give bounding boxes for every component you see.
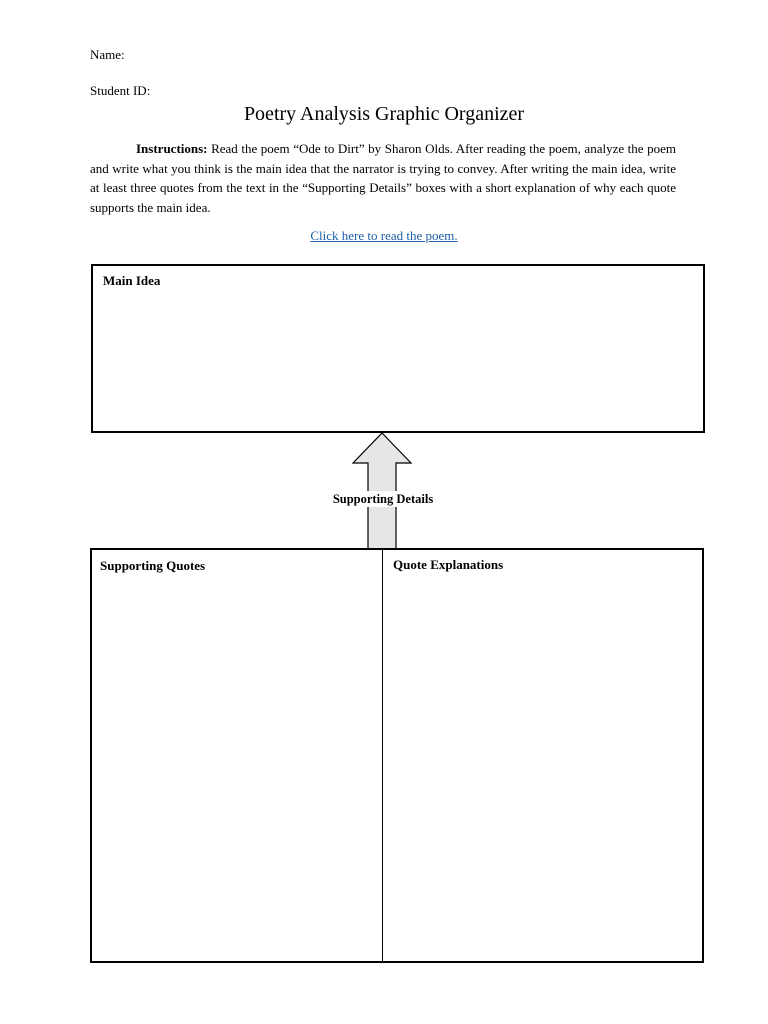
quote-explanations-label: Quote Explanations [393,557,504,572]
student-id-label: Student ID: [90,83,151,98]
main-idea-box[interactable] [91,264,705,433]
page-title: Poetry Analysis Graphic Organizer [243,103,525,125]
instructions-lead: Instructions: [136,141,208,156]
supporting-details-label [0,492,766,507]
instructions-body: Read the poem “Ode to Dirt” by Sharon Olds. After reading the poem, analyze the poem and write what you think is the main idea that the narrator is trying to convey. After writing the main idea, write at least three quotes from the text in the “Supporting Details” boxes with a short explanation of why each quote supports the main idea. [90,141,676,215]
supporting-quotes-box[interactable] [90,548,384,963]
main-idea-label: Main Idea [103,273,161,288]
quote-explanations-box[interactable] [382,548,704,963]
instructions-paragraph [90,139,676,217]
supporting-details-text: Supporting Details [332,492,434,506]
name-label: Name: [90,47,125,62]
read-poem-link[interactable]: Click here to read the poem. [310,228,458,243]
supporting-quotes-label: Supporting Quotes [100,558,206,573]
